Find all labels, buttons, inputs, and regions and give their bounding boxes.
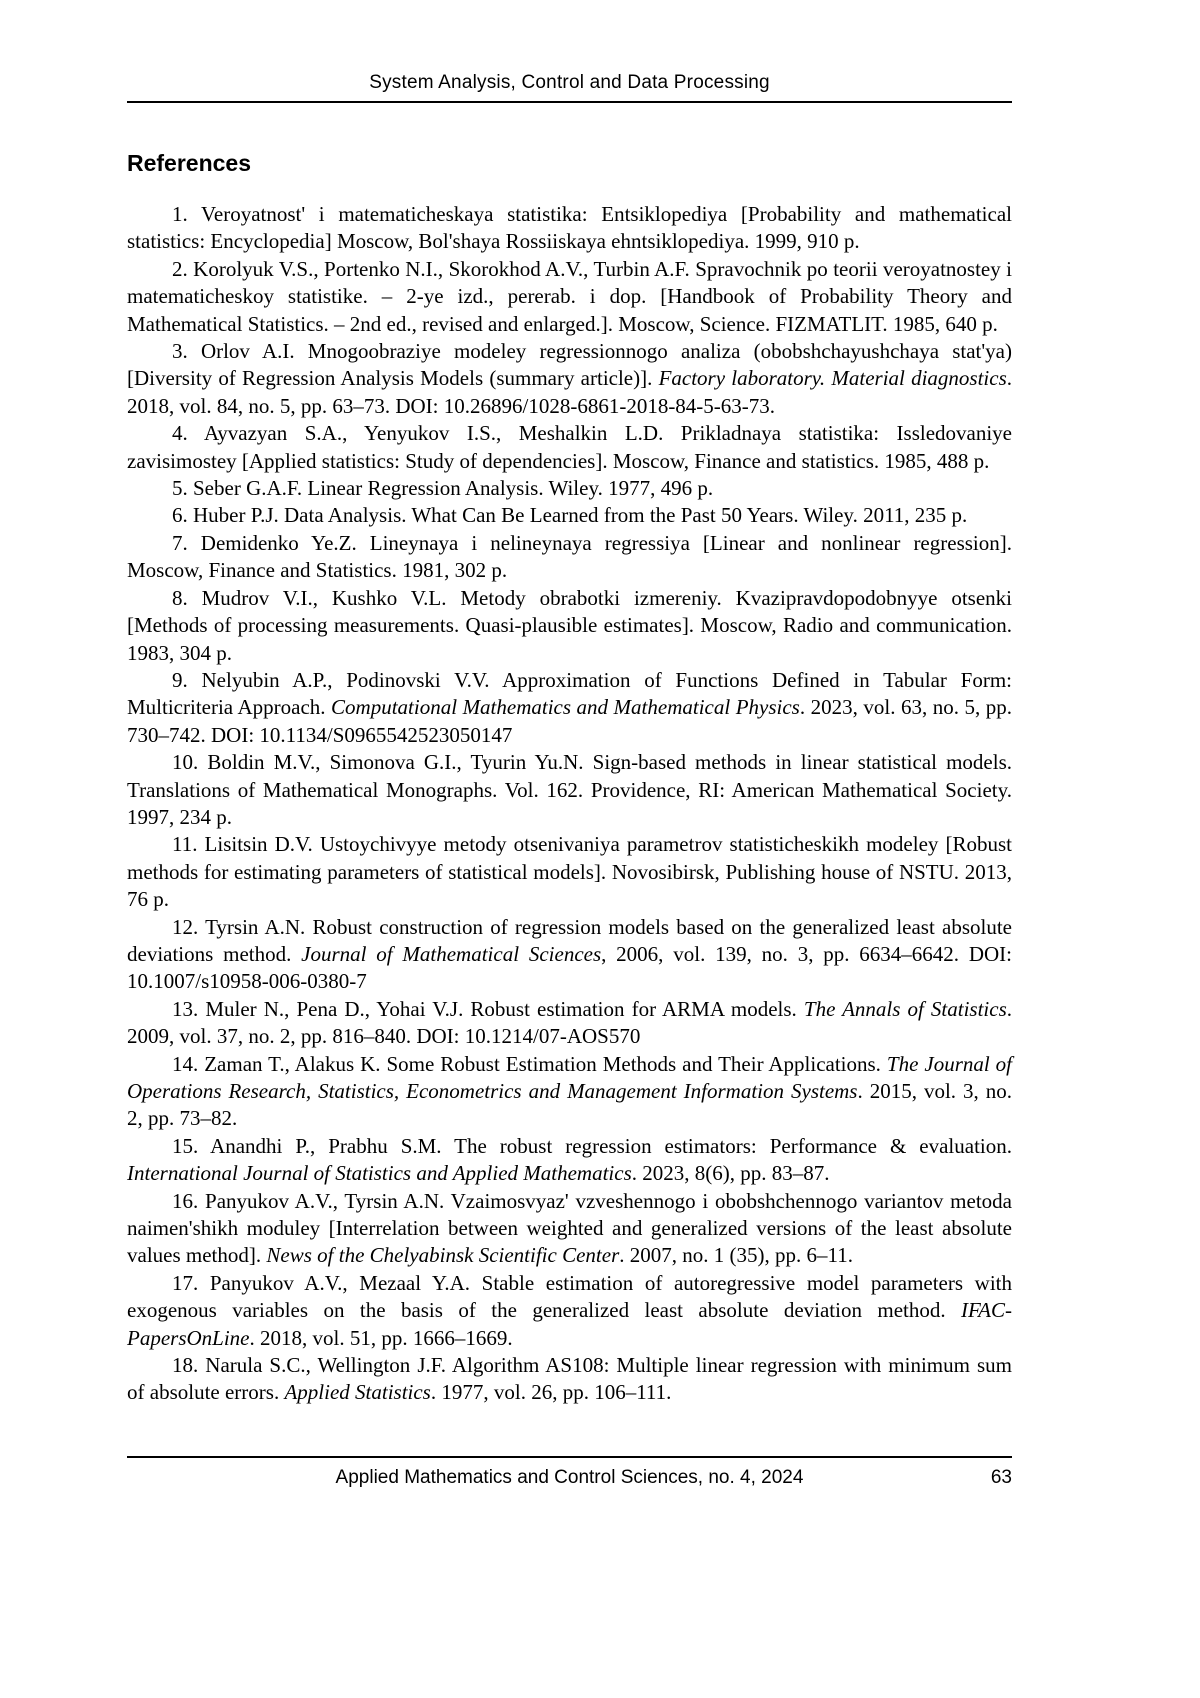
reference-journal-title: IFAC-PapersOnLine (127, 1298, 1012, 1350)
reference-text: 18. Narula S.C., Wellington J.F. Algorithm AS108: Multiple linear regression with minimum sum of absolute errors. (127, 1353, 1012, 1405)
reference-text: 4. Ayvazyan S.A., Yenyukov I.S., Meshalkin L.D. Prikladnaya statistika: Issledovaniye zavisimostey [Applied statistics: Study of dependencies]. Moscow, Finance and statistics. 1985, 488 p. (127, 421, 1012, 473)
reference-item (127, 1188, 1012, 1270)
reference-item (127, 1352, 1012, 1407)
reference-text: 16. Panyukov A.V., Tyrsin A.N. Vzaimosvyaz' vzveshennogo i obobshchennogo variantov metoda naimen'shikh moduley [Interrelation between weighted and generalized versions of the least absolute values method]. (127, 1188, 1012, 1268)
footer-row (127, 1467, 1012, 1489)
reference-journal-title: Journal of Mathematical Sciences (301, 941, 602, 966)
header-rule (127, 101, 1012, 103)
reference-text: 3. Orlov A.I. Mnogoobraziye modeley regressionnogo analiza (obobshchayushchaya stat'ya) [Diversity of Regression Analysis Models (summary article)]. (127, 339, 1012, 391)
footer-journal-info: Applied Mathematics and Control Sciences, no. 4, 2024 (335, 1467, 804, 1488)
reference-text: 5. Seber G.A.F. Linear Regression Analysis. Wiley. 1977, 496 p. (172, 476, 714, 501)
reference-item (127, 585, 1012, 667)
reference-item (127, 1270, 1012, 1352)
reference-item (127, 914, 1012, 996)
reference-text: 13. Muler N., Pena D., Yohai V.J. Robust estimation for ARMA models. (172, 996, 804, 1021)
reference-text: 11. Lisitsin D.V. Ustoychivyye metody otsenivaniya parametrov statisticheskikh modeley [Robust methods for estimating parameters of statistical models]. Novosibirsk, Publishing house of NSTU. 2013, 76 p. (127, 832, 1012, 912)
reference-journal-title: Applied Statistics (284, 1380, 431, 1405)
reference-item (127, 749, 1012, 831)
reference-journal-title: The Journal of Operations Research, Statistics, Econometrics and Management Information Systems (127, 1051, 1012, 1103)
footer-rule (127, 1456, 1012, 1458)
reference-journal-title: Computational Mathematics and Mathematical Physics (331, 695, 800, 720)
reference-item (127, 475, 1012, 502)
reference-text: 8. Mudrov V.I., Kushko V.L. Metody obrabotki izmereniy. Kvazipravdopodobnyye otsenki [Methods of processing measurements. Quasi-plausible estimates]. Moscow, Radio and communication. 1983, 304 p. (127, 585, 1012, 665)
reference-text: . 2007, no. 1 (35), pp. 6–11. (619, 1243, 853, 1268)
reference-item (127, 338, 1012, 420)
reference-text: . 2023, 8(6), pp. 83–87. (631, 1161, 830, 1186)
reference-item (127, 530, 1012, 585)
reference-text: , 2006, vol. 139, no. 3, pp. 6634–6642. DOI: 10.1007/s10958-006-0380-7 (127, 941, 1012, 994)
reference-text: 12. Tyrsin A.N. Robust construction of regression models based on the generalized least absolute deviations method. (127, 914, 1012, 966)
page-header (127, 72, 1012, 103)
reference-item (127, 831, 1012, 913)
reference-text: . 2018, vol. 84, no. 5, pp. 63–73. DOI: 10.26896/1028-6861-2018-84-5-63-73. (127, 366, 1012, 418)
reference-text: 1. Veroyatnost' i matematicheskaya statistika: Entsiklopediya [Probability and mathematical statistics: Encyclopedia] Moscow, Bol'shaya Rossiiskaya ehntsiklopediya. 1999, 910 p. (127, 202, 1012, 254)
reference-text: . 2015, vol. 3, no. 2, pp. 73–82. (127, 1079, 1012, 1131)
reference-text: . 1977, vol. 26, pp. 106–111. (430, 1380, 672, 1405)
reference-text: 10. Boldin M.V., Simonova G.I., Tyurin Yu.N. Sign-based methods in linear statistical models. Translations of Mathematical Monographs. Vol. 162. Providence, RI: American Mathematical Society. 1997, 234 p. (127, 750, 1012, 829)
reference-journal-title: International Journal of Statistics and Applied Mathematics (127, 1161, 632, 1186)
reference-text: 15. Anandhi P., Prabhu S.M. The robust regression estimators: Performance & evaluation. (172, 1133, 1012, 1158)
running-head-title: System Analysis, Control and Data Processing (369, 72, 770, 93)
section-title-references: References (127, 150, 252, 176)
reference-item (127, 256, 1012, 338)
page-content (127, 128, 1012, 1407)
reference-item (127, 201, 1012, 256)
reference-text: . 2018, vol. 51, pp. 1666–1669. (249, 1325, 513, 1350)
reference-text: 6. Huber P.J. Data Analysis. What Can Be Learned from the Past 50 Years. Wiley. 2011, 235 p. (172, 503, 968, 528)
reference-item (127, 667, 1012, 749)
reference-journal-title: The Annals of Statistics (803, 996, 1007, 1021)
reference-text: . 2023, vol. 63, no. 5, pp. 730–742. DOI: 10.1134/S0965542523050147 (127, 695, 1012, 747)
references-list (127, 201, 1012, 1407)
reference-text: 2. Korolyuk V.S., Portenko N.I., Skorokhod A.V., Turbin A.F. Spravochnik po teorii veroyatnostey i matematicheskoy statistike. – 2-ye izd., pererab. i dop. [Handbook of Probability Theory and Mathematical Statistics. – 2nd ed., revised and enlarged.]. Moscow, Science. FIZMATLIT. 1985, 640 p. (127, 256, 1012, 336)
reference-text: . 2009, vol. 37, no. 2, pp. 816–840. DOI: 10.1214/07-AOS570 (127, 996, 1012, 1049)
reference-text: 9. Nelyubin A.P., Podinovski V.V. Approximation of Functions Defined in Tabular Form: Multicriteria Approach. (127, 667, 1012, 720)
page-number: 63 (990, 1467, 1012, 1488)
reference-item (127, 1051, 1012, 1133)
reference-journal-title: News of the Chelyabinsk Scientific Center (266, 1243, 620, 1268)
reference-text: 14. Zaman T., Alakus K. Some Robust Estimation Methods and Their Applications. (172, 1051, 887, 1076)
reference-journal-title: Factory laboratory. Material diagnostics (658, 366, 1007, 391)
reference-item (127, 420, 1012, 475)
reference-text: 7. Demidenko Ye.Z. Lineynaya i nelineynaya regressiya [Linear and nonlinear regression]. Moscow, Finance and Statistics. 1981, 302 p. (127, 530, 1012, 583)
page-footer (127, 1456, 1012, 1489)
reference-item (127, 502, 1012, 529)
reference-text: 17. Panyukov A.V., Mezaal Y.A. Stable estimation of autoregressive model parameters with exogenous variables on the basis of the generalized least absolute deviation method. (127, 1270, 1012, 1323)
reference-item (127, 1133, 1012, 1188)
reference-item (127, 996, 1012, 1051)
